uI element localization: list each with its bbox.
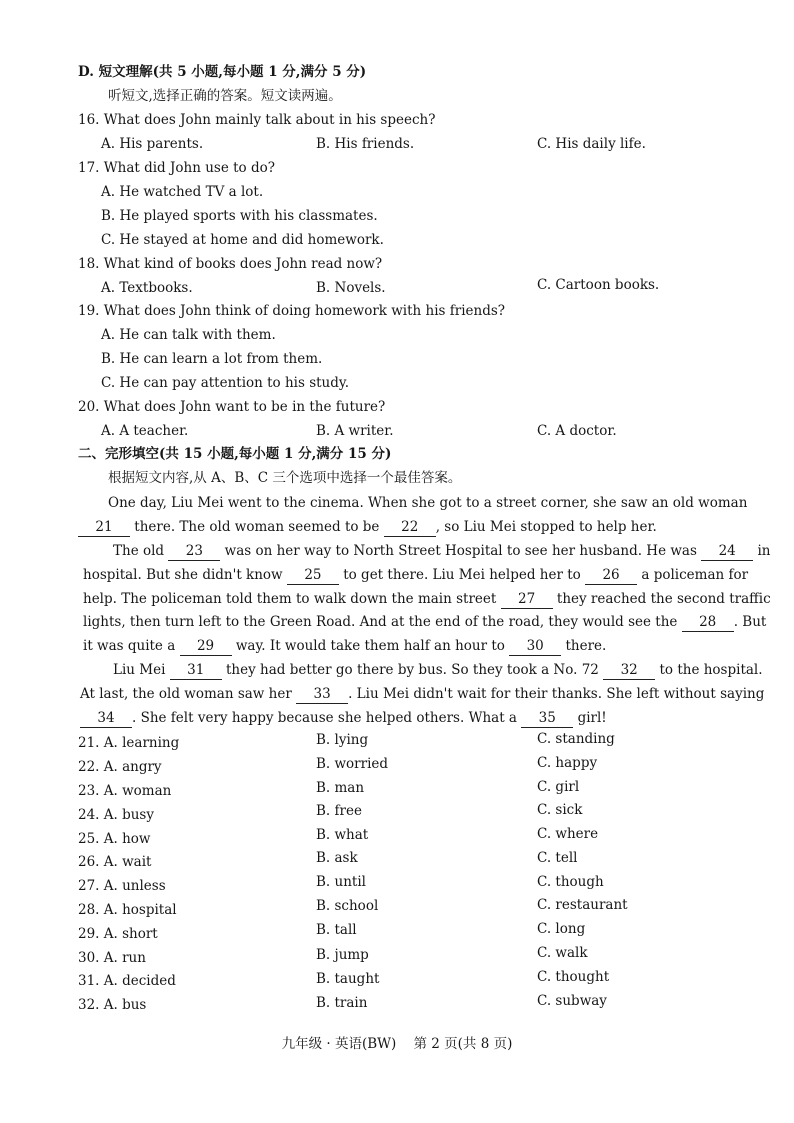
- question-20-option-c: C. A doctor.: [537, 423, 617, 439]
- question-18-option-c: C. Cartoon books.: [537, 277, 660, 293]
- section-d-instruction: 听短文,选择正确的答案。短文读两遍。: [108, 88, 342, 104]
- option-22-c: C. happy: [537, 755, 598, 771]
- blank-24: 24: [701, 543, 753, 561]
- option-25-c: C. where: [537, 826, 599, 842]
- option-30-b: B. jump: [316, 947, 369, 963]
- option-31-b: B. taught: [316, 971, 380, 987]
- option-27-b: B. until: [316, 874, 366, 890]
- blank-28: 28: [682, 614, 734, 632]
- blank-21: 21: [78, 519, 130, 537]
- option-28-c: C. restaurant: [537, 897, 628, 913]
- option-23-b: B. man: [316, 780, 365, 796]
- option-28-b: B. school: [316, 898, 379, 914]
- blank-25: 25: [287, 567, 339, 585]
- passage-line: lights, then turn left to the Green Road. And at the end of the road, they would see the 28 . But: [83, 614, 767, 630]
- blank-29: 29: [180, 638, 232, 656]
- option-21-c: C. standing: [537, 731, 615, 747]
- option-23-a: 23. A. woman: [78, 783, 172, 799]
- passage-line: help. The policeman told them to walk down the main street 27 they reached the second traffic: [83, 591, 771, 607]
- passage-line: One day, Liu Mei went to the cinema. When she got to a street corner, she saw an old woman: [108, 495, 748, 511]
- blank-35: 35: [521, 710, 573, 728]
- question-18-option-a: A. Textbooks.: [101, 280, 193, 296]
- passage-line: The old 23 was on her way to North Street Hospital to see her husband. He was 24 in: [113, 543, 771, 559]
- option-26-b: B. ask: [316, 850, 358, 866]
- option-21-a: 21. A. learning: [78, 735, 180, 751]
- option-27-a: 27. A. unless: [78, 878, 166, 894]
- section-2-title: 二、完形填空(共 15 小题,每小题 1 分,满分 15 分): [78, 446, 392, 462]
- question-16: 16. What does John mainly talk about in his speech?: [78, 112, 436, 128]
- option-26-a: 26. A. wait: [78, 854, 152, 870]
- question-17-option-b: B. He played sports with his classmates.: [101, 208, 378, 224]
- option-28-a: 28. A. hospital: [78, 902, 177, 918]
- blank-27: 27: [501, 591, 553, 609]
- option-29-b: B. tall: [316, 922, 357, 938]
- option-29-a: 29. A. short: [78, 926, 158, 942]
- question-17-option-a: A. He watched TV a lot.: [101, 184, 264, 200]
- blank-31: 31: [170, 662, 222, 680]
- option-32-c: C. subway: [537, 993, 607, 1009]
- passage-line: 34 . She felt very happy because she helped others. What a 35 girl!: [80, 708, 607, 728]
- question-18-option-b: B. Novels.: [316, 280, 386, 296]
- option-25-b: B. what: [316, 827, 369, 843]
- blank-34: 34: [80, 710, 132, 728]
- passage-line: hospital. But she didn't know 25 to get there. Liu Mei helped her to 26 a policeman for: [83, 567, 749, 583]
- passage-line: Liu Mei 31 they had better go there by bus. So they took a No. 72 32 to the hospital.: [113, 662, 763, 678]
- blank-32: 32: [603, 662, 655, 680]
- option-29-c: C. long: [537, 921, 586, 937]
- section-d-title: D. 短文理解(共 5 小题,每小题 1 分,满分 5 分): [78, 64, 367, 80]
- page-footer: 九年级 · 英语(BW) 第 2 页(共 8 页): [281, 1036, 513, 1052]
- option-23-c: C. girl: [537, 779, 580, 795]
- blank-26: 26: [585, 567, 637, 585]
- question-19-option-b: B. He can learn a lot from them.: [101, 351, 323, 367]
- question-19: 19. What does John think of doing homework with his friends?: [78, 303, 506, 319]
- option-24-b: B. free: [316, 803, 362, 819]
- question-17-option-c: C. He stayed at home and did homework.: [101, 232, 384, 248]
- blank-33: 33: [296, 686, 348, 704]
- option-30-a: 30. A. run: [78, 950, 146, 966]
- question-16-option-a: A. His parents.: [101, 136, 204, 152]
- question-19-option-c: C. He can pay attention to his study.: [101, 375, 350, 391]
- option-21-b: B. lying: [316, 732, 369, 748]
- passage-line: it was quite a 29 way. It would take them half an hour to 30 there.: [83, 638, 607, 654]
- option-27-c: C. though: [537, 874, 604, 890]
- blank-23: 23: [168, 543, 220, 561]
- option-32-b: B. train: [316, 995, 368, 1011]
- question-16-option-b: B. His friends.: [316, 136, 415, 152]
- question-17: 17. What did John use to do?: [78, 160, 275, 176]
- question-20-option-b: B. A writer.: [316, 423, 394, 439]
- blank-30: 30: [509, 638, 561, 656]
- passage-line: 21 there. The old woman seemed to be 22 , so Liu Mei stopped to help her.: [78, 517, 657, 537]
- blank-22: 22: [384, 519, 436, 537]
- option-24-c: C. sick: [537, 802, 583, 818]
- question-16-option-c: C. His daily life.: [537, 136, 646, 152]
- question-19-option-a: A. He can talk with them.: [101, 327, 276, 343]
- option-24-a: 24. A. busy: [78, 807, 154, 823]
- option-30-c: C. walk: [537, 945, 588, 961]
- option-22-a: 22. A. angry: [78, 759, 162, 775]
- section-2-instruction: 根据短文内容,从 A、B、C 三个选项中选择一个最佳答案。: [108, 470, 462, 486]
- question-18: 18. What kind of books does John read now?: [78, 256, 383, 272]
- question-20: 20. What does John want to be in the future?: [78, 399, 386, 415]
- option-22-b: B. worried: [316, 756, 389, 772]
- option-32-a: 32. A. bus: [78, 997, 147, 1013]
- passage-line: At last, the old woman saw her 33 . Liu Mei didn't wait for their thanks. She left without saying: [80, 686, 765, 702]
- option-31-a: 31. A. decided: [78, 973, 176, 989]
- option-26-c: C. tell: [537, 850, 578, 866]
- option-25-a: 25. A. how: [78, 831, 151, 847]
- option-31-c: C. thought: [537, 969, 610, 985]
- question-20-option-a: A. A teacher.: [101, 423, 189, 439]
